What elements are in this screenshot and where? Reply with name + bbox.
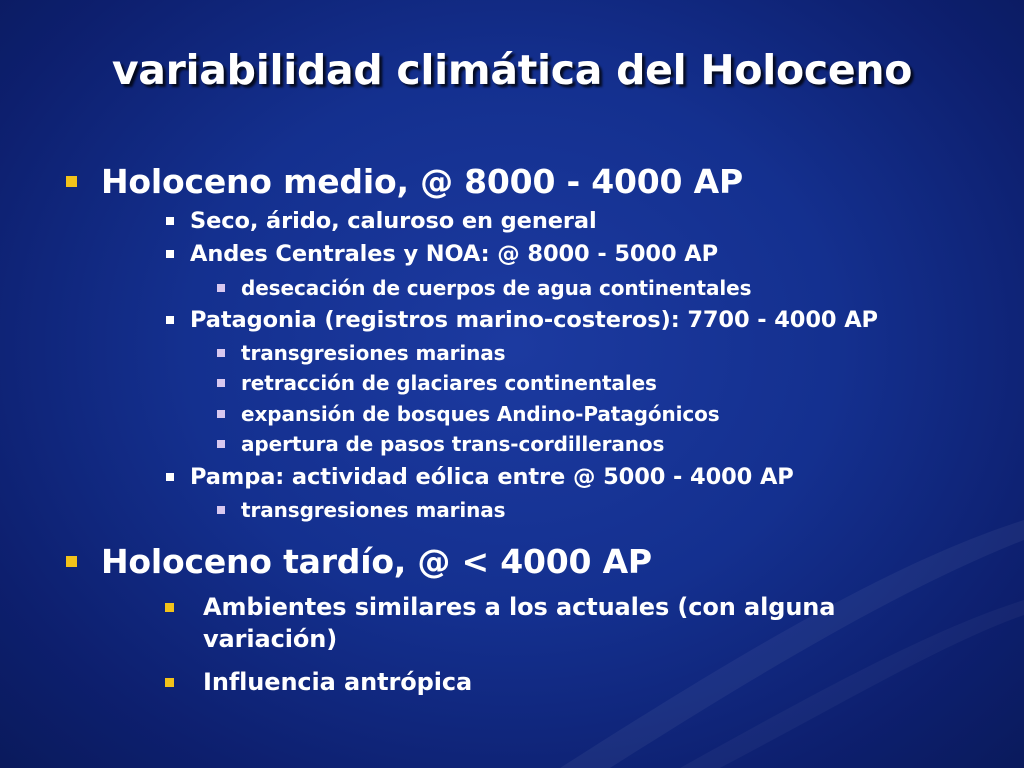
square-bullet-icon [66, 176, 77, 187]
sub-list-item [241, 400, 720, 428]
sub-list-item [241, 369, 657, 397]
square-bullet-icon [166, 217, 174, 225]
sub-list-item [241, 339, 505, 367]
list-item-continuation [203, 623, 337, 655]
square-bullet-icon [217, 379, 225, 387]
list-item [203, 591, 835, 623]
square-bullet-icon [166, 250, 174, 258]
square-bullet-icon [166, 473, 174, 481]
list-item-text: Influencia antrópica [203, 668, 473, 696]
sub-list-item-text: expansión de bosques Andino-Patagónicos [241, 402, 720, 426]
list-item [190, 305, 878, 335]
sub-list-item [241, 430, 664, 458]
sub-list-item-text: transgresiones marinas [241, 498, 506, 522]
list-item-text: Seco, árido, caluroso en general [190, 208, 597, 234]
section-heading-text: Holoceno tardío, @ < 4000 AP [101, 542, 652, 581]
square-bullet-icon [217, 506, 225, 514]
list-item-text: Pampa: actividad eólica entre @ 5000 - 4000 AP [190, 464, 794, 490]
sub-list-item-text: retracción de glaciares continentales [241, 371, 657, 395]
section-heading-text: Holoceno medio, @ 8000 - 4000 AP [101, 162, 743, 201]
square-bullet-icon [217, 410, 225, 418]
list-item-text: Andes Centrales y NOA: @ 8000 - 5000 AP [190, 241, 718, 267]
sub-list-item [241, 496, 505, 524]
list-item [190, 239, 718, 269]
sub-list-item-text: transgresiones marinas [241, 341, 506, 365]
sub-list-item [241, 274, 751, 302]
square-bullet-icon [217, 284, 225, 292]
list-item-text: Patagonia (registros marino-costeros): 7700 - 4000 AP [190, 307, 878, 333]
slide-title: variabilidad climática del Holoceno [111, 46, 913, 94]
list-item [190, 462, 794, 492]
square-bullet-icon [166, 316, 174, 324]
section-heading-holoceno-medio [101, 162, 743, 202]
square-bullet-icon [217, 440, 225, 448]
square-bullet-icon [66, 556, 77, 567]
list-item [190, 206, 597, 236]
sub-list-item-text: desecación de cuerpos de agua continentales [241, 276, 752, 300]
list-item [203, 666, 472, 698]
list-item-text: variación) [203, 625, 338, 653]
square-bullet-icon [217, 349, 225, 357]
square-bullet-icon [165, 678, 174, 687]
section-heading-holoceno-tardio [101, 542, 652, 582]
sub-list-item-text: apertura de pasos trans-cordilleranos [241, 432, 665, 456]
square-bullet-icon [165, 603, 174, 612]
list-item-text: Ambientes similares a los actuales (con alguna [203, 593, 836, 621]
